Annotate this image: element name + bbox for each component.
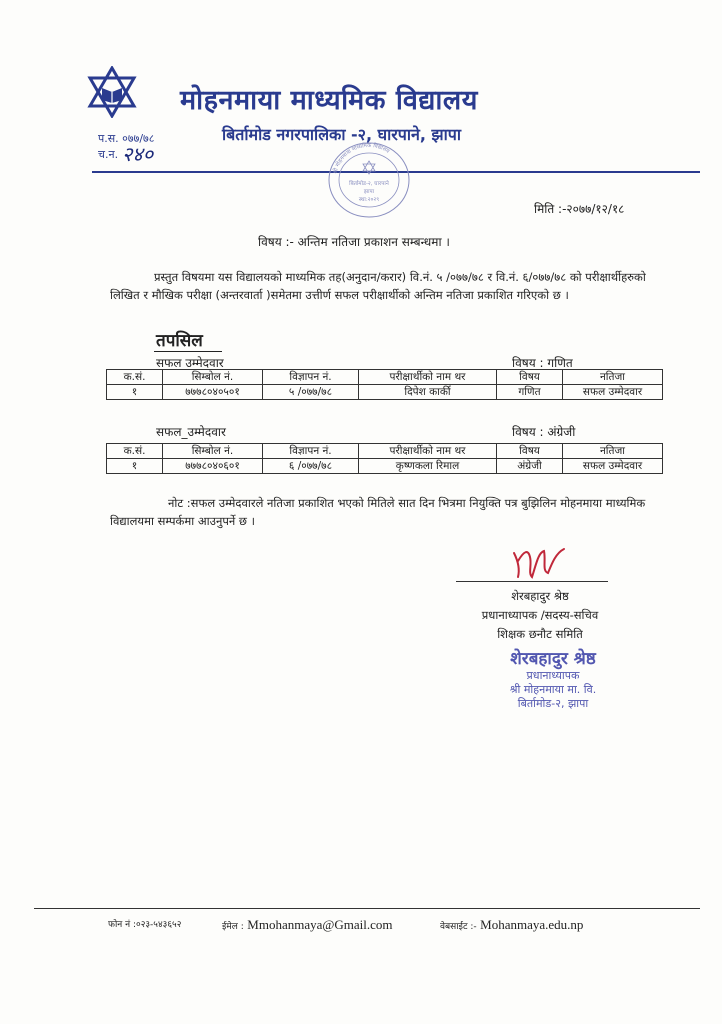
letter-date: मिति :-२०७७/१२/१८ xyxy=(534,202,625,216)
stamp-principal-title: प्रधानाध्यापक xyxy=(526,669,580,682)
table-header-row xyxy=(107,370,663,385)
column-header: परीक्षार्थीको नाम थर xyxy=(359,370,497,385)
stamp-address: बिर्तामोड-२, झापा xyxy=(517,697,589,710)
table-cell: ७७७८०४०५०१ xyxy=(163,385,263,400)
signer-name: शेरबहादुर श्रेष्ठ xyxy=(511,589,569,603)
handwritten-dispatch-number: २४० xyxy=(122,142,154,166)
principal-stamp xyxy=(460,646,646,718)
tapsil-heading: तपसिल xyxy=(156,331,203,351)
table-cell: ६ /०७७/७८ xyxy=(263,459,359,474)
table-cell: ७७७८०४०६०१ xyxy=(163,459,263,474)
signer-committee: शिक्षक छनौट समिति xyxy=(497,627,583,641)
svg-text:श्री मोहनमाया माध्यमिक विद्याल xyxy=(332,142,391,174)
letter-body: प्रस्तुत विषयमा यस विद्यालयको माध्यमिक तह(अनुदान/करार) वि.नं. ५ /०७७/७८ र वि.नं. ६/०७७/७८ को परीक्षार्थीहरुको लिखित र मौखिक परीक्षा (अन्तरवार्ता )समेतमा उत्तीर्ण सफल परीक्षार्थीको अन्तिम नतिजा प्रकाशित गरिएको छ । xyxy=(110,270,646,302)
stamp-line-3: स्था:२०२९ xyxy=(358,197,380,203)
section-1-subject: विषय : गणित xyxy=(512,356,573,370)
footer-email-label: ईमेल : xyxy=(222,922,244,932)
table-cell: कृष्णकला रिमाल xyxy=(359,459,497,474)
footer-website-value: Mohanmaya.edu.np xyxy=(480,917,584,932)
table-cell: सफल उम्मेदवार xyxy=(563,459,663,474)
table-header-row xyxy=(107,444,663,459)
table-cell: गणित xyxy=(497,385,563,400)
footer-website-label: वेबसाईट :- xyxy=(440,922,477,932)
column-header: विषय xyxy=(497,370,563,385)
stamp-line-1: बिर्तामोड-२, घारपाने xyxy=(349,181,389,187)
column-header: परीक्षार्थीको नाम थर xyxy=(359,444,497,459)
handwritten-signature xyxy=(508,543,572,583)
section-1-heading: सफल उम्मेदवार xyxy=(156,356,224,370)
column-header: सिम्बोल नं. xyxy=(163,444,263,459)
column-header: विज्ञापन नं. xyxy=(263,370,359,385)
table-cell: १ xyxy=(107,385,163,400)
reference-ps: प.स. ०७७/७८ xyxy=(98,132,155,145)
table-cell: अंग्रेजी xyxy=(497,459,563,474)
results-table-math xyxy=(106,369,663,400)
column-header: सिम्बोल नं. xyxy=(163,370,263,385)
reference-cn-label: च.न. xyxy=(98,148,119,161)
letter-subject: विषय :- अन्तिम नतिजा प्रकाशन सम्बन्धमा । xyxy=(258,235,450,249)
column-header: नतिजा xyxy=(563,444,663,459)
footer-website xyxy=(440,917,583,933)
column-header: क.सं. xyxy=(107,444,163,459)
table-cell: १ xyxy=(107,459,163,474)
column-header: क.सं. xyxy=(107,370,163,385)
school-round-stamp xyxy=(326,140,412,220)
table-cell: सफल उम्मेदवार xyxy=(563,385,663,400)
table-row xyxy=(107,385,663,400)
footer-phone: फोन नं :०२३-५४३६५२ xyxy=(108,920,182,930)
footer-email xyxy=(222,917,393,933)
letter-note: नोट :सफल उम्मेदवारले नतिजा प्रकाशित भएको मितिले सात दिन भित्रमा नियुक्ति पत्र बुझिलिन मोहनमाया माध्यमिक विद्यालयमा सम्पर्कमा आउनुपर्ने छ । xyxy=(110,496,646,528)
table-cell: ५ /०७७/७८ xyxy=(263,385,359,400)
footer-divider xyxy=(34,908,700,909)
school-address: बिर्तामोड नगरपालिका -२, घारपाने, झापा xyxy=(222,125,462,144)
column-header: विषय xyxy=(497,444,563,459)
stamp-principal-name: शेरबहादुर श्रेष्ठ xyxy=(510,649,596,669)
stamp-school: श्री मोहनमाया मा. वि. xyxy=(509,683,597,696)
table-cell: दिपेश कार्की xyxy=(359,385,497,400)
column-header: नतिजा xyxy=(563,370,663,385)
results-table-english xyxy=(106,443,663,474)
signer-title: प्रधानाध्यापक /सदस्य-सचिव xyxy=(481,608,599,622)
footer-email-value: Mmohanmaya@Gmail.com xyxy=(247,917,393,932)
stamp-arc-text: श्री मोहनमाया माध्यमिक विद्यालय xyxy=(332,142,391,175)
signature-line xyxy=(456,581,608,582)
column-header: विज्ञापन नं. xyxy=(263,444,359,459)
school-logo-icon xyxy=(86,66,138,118)
stamp-line-2: झापा xyxy=(363,189,375,195)
school-name: मोहनमाया माध्यमिक विद्यालय xyxy=(180,85,478,116)
section-2-heading: सफल_उम्मेदवार xyxy=(156,425,226,439)
table-row xyxy=(107,459,663,474)
section-2-subject: विषय : अंग्रेजी xyxy=(512,425,576,439)
tapsil-underline xyxy=(154,351,222,352)
